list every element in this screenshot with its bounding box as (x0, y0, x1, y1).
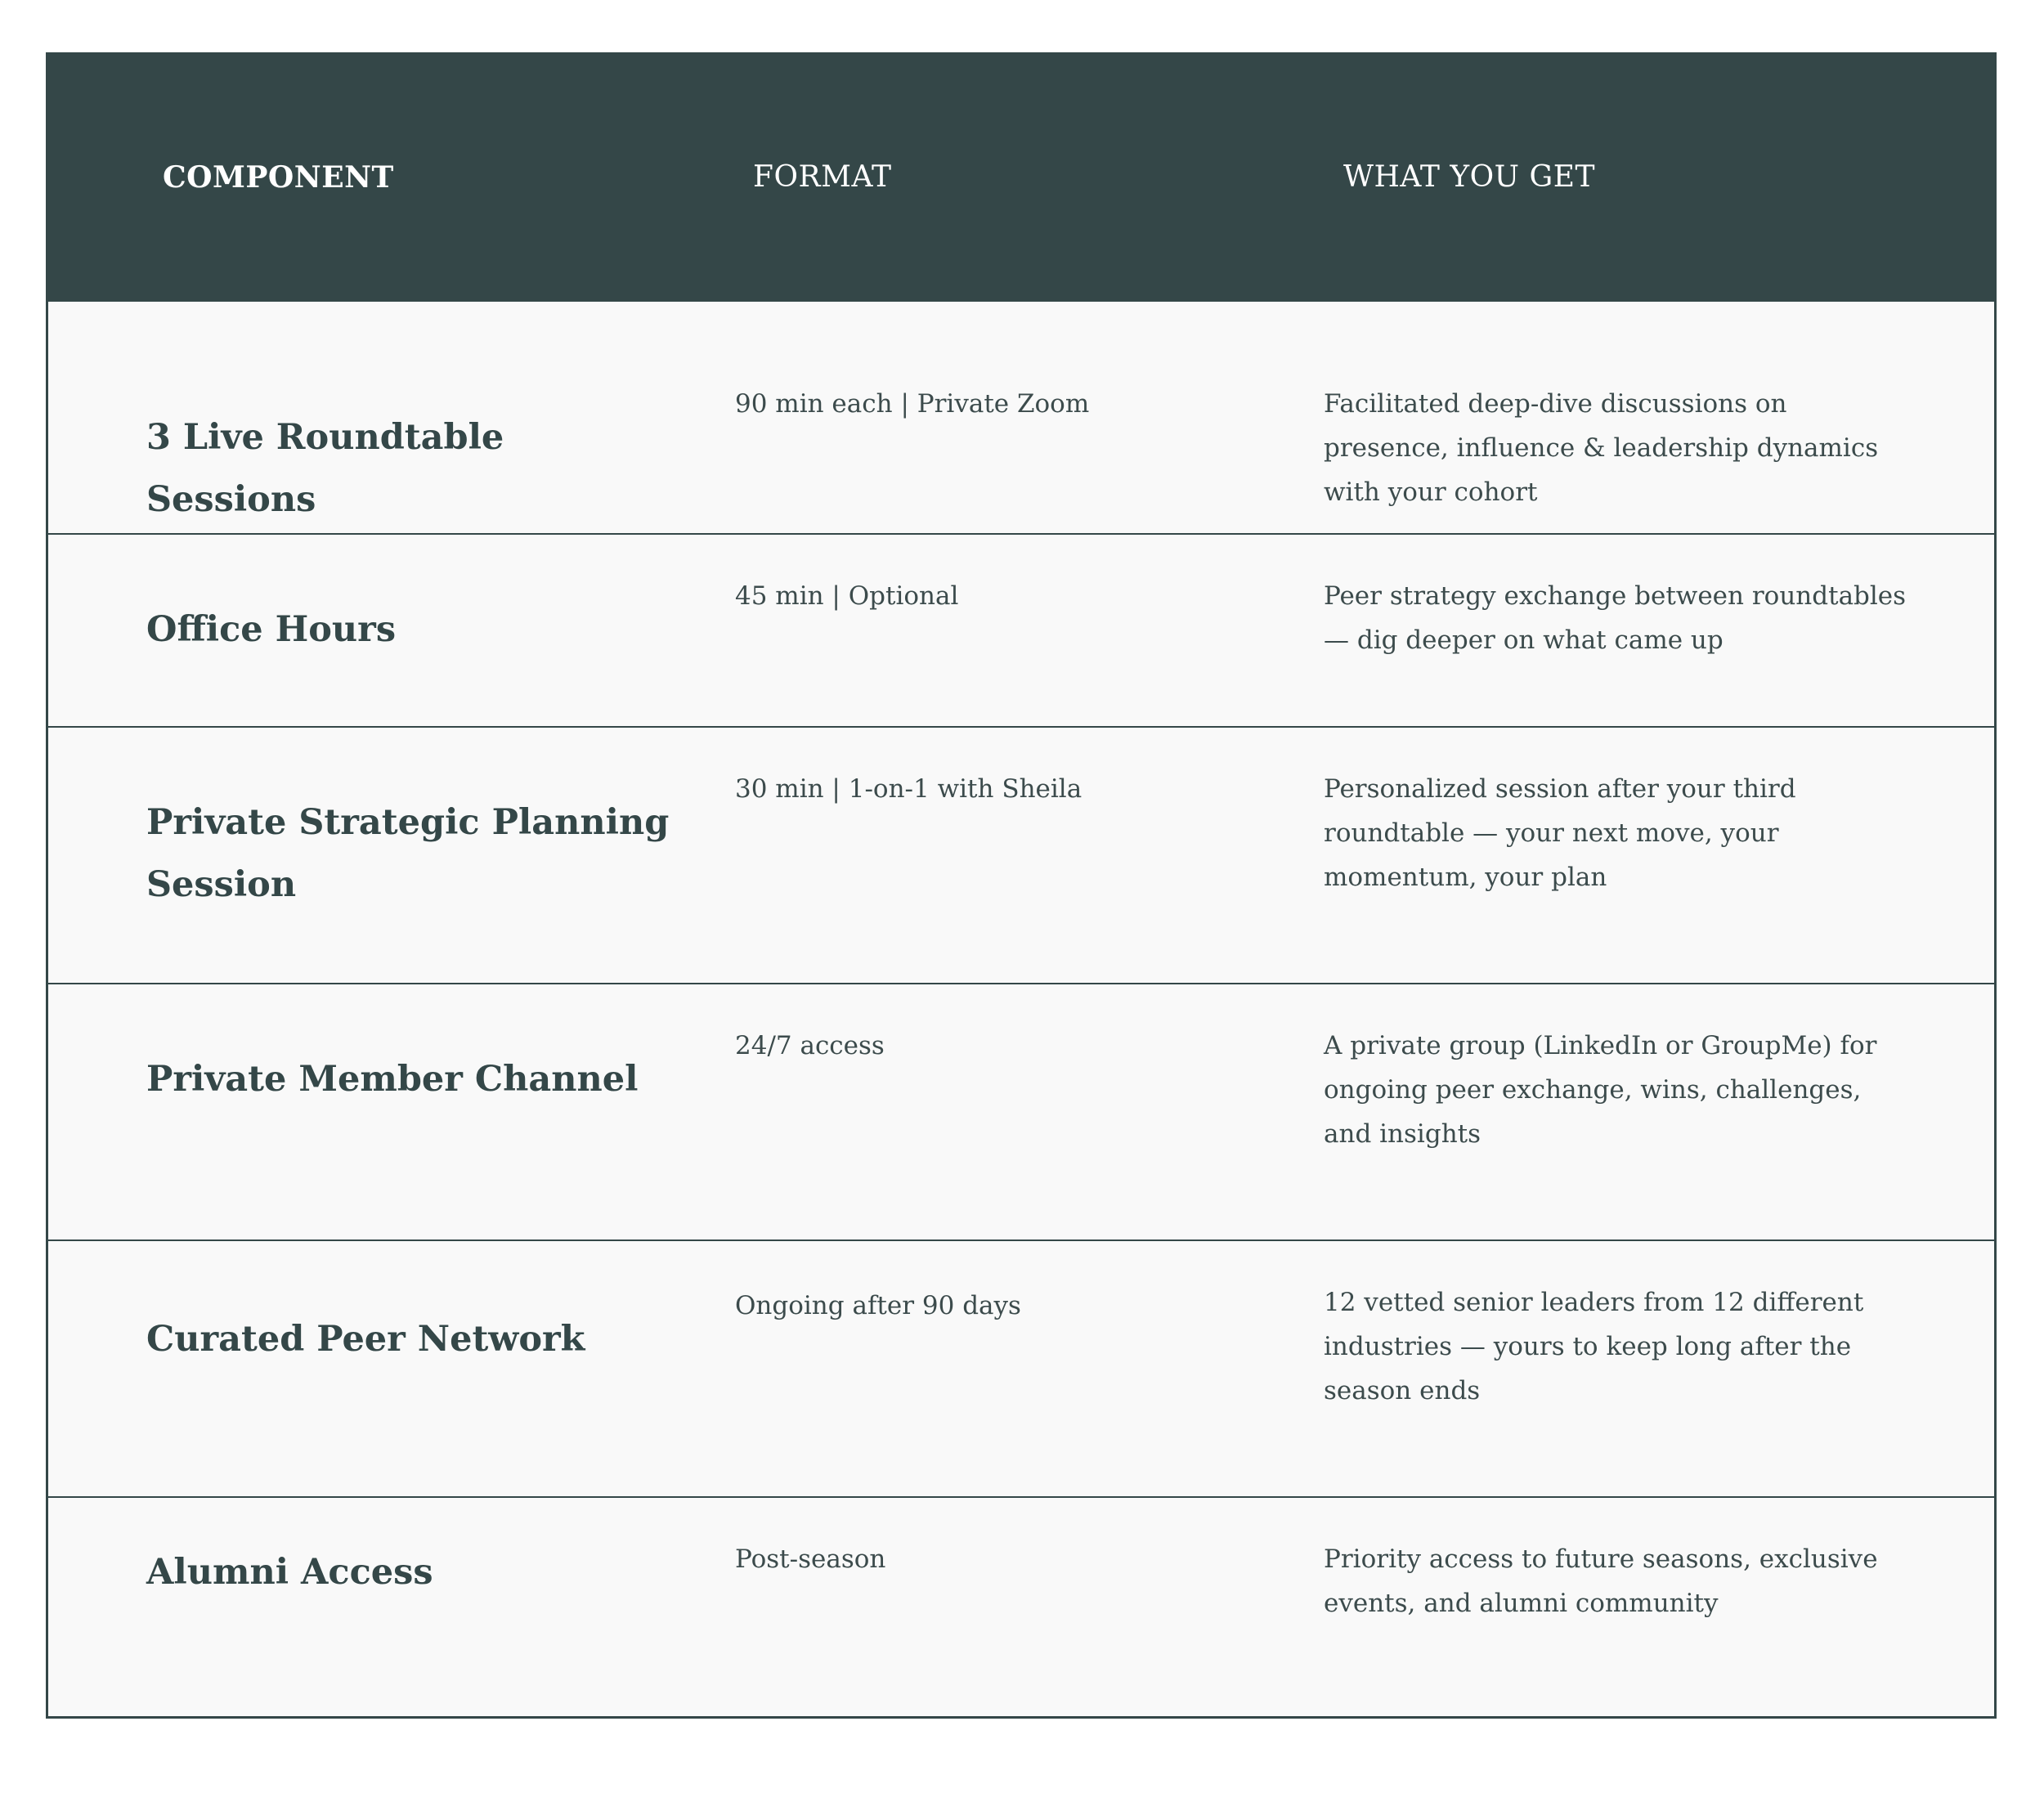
component-format: Ongoing after 90 days (735, 1291, 1021, 1320)
component-name: Curated Peer Network (146, 1319, 585, 1360)
component-benefit: Priority access to future seasons, exclusive events, and alumni community (1324, 1544, 1878, 1618)
table-row (48, 726, 1994, 983)
table-row (48, 1496, 1994, 1716)
component-benefit: Peer strategy exchange between roundtables — dig deeper on what came up (1324, 581, 1907, 655)
component-name: Alumni Access (146, 1552, 433, 1593)
component-benefit: Facilitated deep-dive discussions on presence, influence & leadership dynamics with your cohort (1324, 389, 1879, 507)
table-body (48, 302, 1994, 1716)
table-row (48, 533, 1994, 726)
table-row (48, 302, 1994, 533)
component-format: Post-season (735, 1544, 886, 1574)
component-benefit: 12 vetted senior leaders from 12 different industries — yours to keep long after the season ends (1324, 1288, 1864, 1405)
table-row (48, 983, 1994, 1239)
table-row (48, 1239, 1994, 1496)
header-format: FORMAT (753, 160, 892, 194)
component-name: Private Strategic Planning Session (146, 802, 670, 905)
header-component: COMPONENT (163, 160, 394, 195)
component-name: Office Hours (146, 609, 397, 650)
program-components-table (46, 52, 1997, 1719)
table-header (48, 55, 1994, 302)
component-format: 24/7 access (735, 1031, 885, 1060)
component-format: 90 min each | Private Zoom (735, 389, 1090, 419)
component-name: Private Member Channel (146, 1059, 639, 1100)
component-format: 30 min | 1-on-1 with Sheila (735, 774, 1083, 804)
component-benefit: A private group (LinkedIn or GroupMe) for ongoing peer exchange, wins, challenges, and insights (1324, 1031, 1877, 1149)
component-format: 45 min | Optional (735, 581, 959, 611)
header-what-you-get: WHAT YOU GET (1343, 160, 1595, 194)
component-benefit: Personalized session after your third roundtable — your next move, your momentum, your plan (1324, 774, 1796, 892)
component-name: 3 Live Roundtable Sessions (146, 417, 504, 520)
